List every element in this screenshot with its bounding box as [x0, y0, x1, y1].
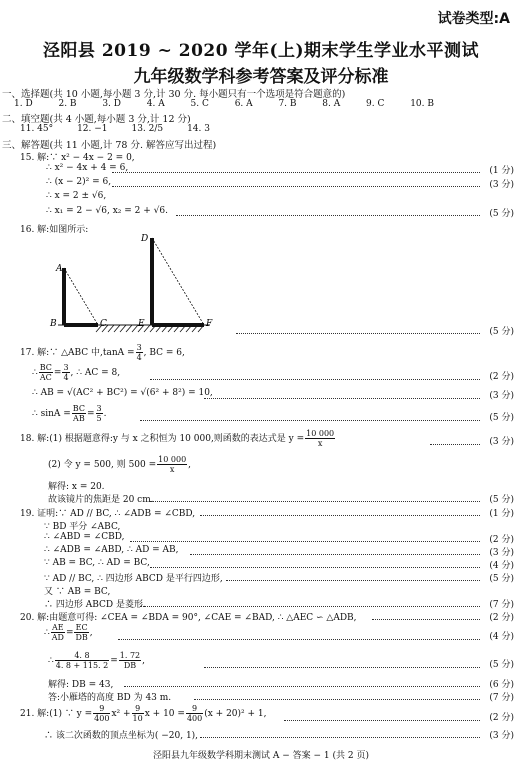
- choice-answer: 2. B: [58, 99, 77, 109]
- q18-line3: 解得: x = 20.: [48, 482, 105, 492]
- q19-line4: ∴ ∠ADB = ∠ABD, ∴ AD = AB,: [44, 545, 179, 555]
- q20-score-2: (2 分): [489, 613, 514, 623]
- choice-answer: 10. B: [410, 99, 434, 109]
- section-heading-solve: 三、解答题(共 11 小题,计 78 分. 解答应写出过程): [2, 140, 217, 151]
- q15-score-5: (5 分): [489, 209, 514, 219]
- dot-leader: [236, 333, 480, 334]
- fill-answer: 11. 45°: [20, 124, 54, 134]
- label-b: B: [50, 319, 57, 329]
- shadow-diagram: [40, 228, 230, 336]
- dot-leader: [118, 639, 480, 640]
- page-footer: 泾阳县九年级数学科期末测试 A − 答案 − 1 (共 2 页): [153, 751, 369, 761]
- q19-score-7: (7 分): [489, 600, 514, 610]
- q19-line7: 又 ∵ AB = BC,: [44, 587, 111, 597]
- q15-line2: ∴ x² − 4x + 4 = 6,: [46, 163, 129, 173]
- label-a: A: [56, 264, 63, 274]
- dot-leader: [190, 554, 480, 555]
- q21-score-2: (2 分): [489, 713, 514, 723]
- q17-score-5: (5 分): [489, 413, 514, 423]
- dot-leader: [150, 501, 480, 502]
- dot-leader: [140, 606, 480, 607]
- q19-line6: ∵ AD // BC, ∴ 四边形 ABCD 是平行四边形,: [44, 574, 223, 584]
- q16-score: (5 分): [489, 327, 514, 337]
- q15-line1: 15. 解:∵ x² − 4x − 2 = 0,: [20, 153, 135, 163]
- light-ray-df: [152, 238, 204, 325]
- q17-score-3: (3 分): [489, 391, 514, 401]
- fraction: $\frac{3}{4}$: [136, 343, 142, 362]
- dot-leader: [204, 398, 480, 399]
- label-c: C: [100, 319, 107, 329]
- light-ray-ac: [64, 268, 98, 325]
- q21-line2: ∴ 该二次函数的顶点坐标为( −20, 1),: [44, 731, 199, 741]
- choice-answer: 3. D: [102, 99, 121, 109]
- q19-line1: 19. 证明:∵ AD // BC, ∴ ∠ADB = ∠CBD,: [20, 509, 196, 519]
- q17-line2: ∴ $\frac{BC}{AC}$ = $\frac{3}{4}$ , ∴ AC = 8,: [32, 363, 121, 382]
- q18-score-5: (5 分): [489, 495, 514, 505]
- answer-key-title: 九年级数学科参考答案及评分标准: [133, 67, 389, 87]
- label-d: D: [141, 234, 149, 244]
- q15-line5: ∴ x₁ = 2 − √6, x₂ = 2 + √6.: [46, 206, 168, 216]
- q20-line4: 解得: DB = 43,: [48, 680, 114, 690]
- dot-leader: [284, 720, 480, 721]
- q18-score-3: (3 分): [489, 437, 514, 447]
- fill-answer: 12. −1: [77, 124, 108, 134]
- q15-line4: ∴ x = 2 ± √6,: [46, 191, 107, 201]
- q19-score-1: (1 分): [489, 509, 514, 519]
- q19-score-2: (2 分): [489, 535, 514, 545]
- fraction: $\frac{EC}{DB}$: [75, 623, 88, 642]
- q20-score-4: (4 分): [489, 632, 514, 642]
- fraction: $\frac{10 000}{x}$: [158, 455, 187, 474]
- q17-line3: ∴ AB = √(AC² + BC²) = √(6² + 8²) = 10,: [32, 388, 213, 398]
- q16-line1: 16. 解:如图所示:: [20, 225, 89, 235]
- dot-leader: [194, 699, 480, 700]
- dot-leader: [372, 619, 480, 620]
- fraction: $\frac{AE}{AD}$: [51, 623, 64, 642]
- exam-title: 泾阳县 2019 ~ 2020 学年(上)期末学生学业水平测试: [42, 41, 480, 61]
- q18-line2: (2) 令 y = 500, 则 500 = $\frac{10 000}{x}$ ,: [48, 455, 192, 474]
- q15-score-1: (1 分): [489, 166, 514, 176]
- choice-answer: 6. A: [234, 99, 253, 109]
- choice-answers-row: [14, 99, 434, 109]
- dot-leader: [124, 686, 480, 687]
- q19-score-5: (5 分): [489, 574, 514, 584]
- dot-leader: [204, 667, 480, 668]
- choice-answer: 1. D: [14, 99, 33, 109]
- q15-line3: ∴ (x − 2)² = 6,: [46, 177, 112, 187]
- dot-leader: [112, 186, 480, 187]
- dot-leader: [430, 444, 480, 445]
- q20-score-5: (5 分): [489, 660, 514, 670]
- fraction: $\frac{3}{4}$: [63, 363, 69, 382]
- fraction: $\frac{BC}{AC}$: [39, 363, 52, 382]
- fraction: $\frac{9}{10}$: [132, 704, 143, 723]
- choice-answer: 8. A: [322, 99, 341, 109]
- q18-line1: 18. 解:(1) 根据题意得:y 与 x 之积恒为 10 000,则函数的表达式是 y = $\frac{10 000}{x}$: [20, 429, 335, 448]
- q21-score-3: (3 分): [489, 731, 514, 741]
- q20-line5: 答:小雁塔的高度 BD 为 43 m.: [48, 693, 172, 703]
- section-heading-choice: 一、选择题(共 10 小题,每小题 3 分,计 30 分. 每小题只有一个选项是符合题意的): [2, 89, 346, 100]
- fraction: $\frac{10 000}{x}$: [306, 429, 335, 448]
- section-heading-fill: 二、填空题(共 4 小题,每小题 3 分,计 12 分): [2, 114, 191, 125]
- q19-line3: ∴ ∠ABD = ∠CBD,: [44, 532, 125, 542]
- choice-answer: 5. C: [190, 99, 209, 109]
- label-f: F: [206, 319, 213, 329]
- q18-line4: 故该镜片的焦距是 20 cm.: [48, 495, 154, 505]
- q19-score-4: (4 分): [489, 561, 514, 571]
- q19-line2: ∵ BD 平分 ∠ABC,: [44, 522, 121, 532]
- fraction: $\frac{9}{400}$: [94, 704, 110, 723]
- choice-answer: 9. C: [366, 99, 385, 109]
- choice-answer: 7. B: [278, 99, 297, 109]
- dot-leader: [150, 567, 480, 568]
- q19-line8: ∴ 四边形 ABCD 是菱形.: [44, 600, 146, 610]
- fraction: $\frac{9}{400}$: [186, 704, 203, 723]
- dot-leader: [200, 515, 480, 516]
- fraction: $\frac{1. 72}{DB}$: [119, 651, 141, 670]
- choice-answer: 4. A: [146, 99, 165, 109]
- fill-answer: 14. 3: [187, 124, 210, 134]
- dot-leader: [112, 172, 480, 173]
- fraction: $\frac{3}{5}$: [96, 404, 102, 423]
- q17-score-2: (2 分): [489, 372, 514, 382]
- paper-type-label: 试卷类型:A: [437, 11, 510, 27]
- dot-leader: [130, 541, 480, 542]
- fraction: $\frac{BC}{AB}$: [72, 404, 85, 423]
- dot-leader: [176, 215, 480, 216]
- q20-score-6: (6 分): [489, 680, 514, 690]
- q20-line3: ∴ $\frac{4. 8}{4. 8 + 115. 2}$ = $\frac{1. 72}{DB}$ ,: [48, 651, 146, 670]
- dot-leader: [226, 580, 480, 581]
- q17-line4: ∴ sinA = $\frac{BC}{AB}$ = $\frac{3}{5}$ .: [32, 404, 107, 423]
- dot-leader: [150, 379, 480, 380]
- fill-answer: 13. 2/5: [131, 124, 164, 134]
- q21-line1: 21. 解:(1) ∵ y = $\frac{9}{400}$ x² + $\frac{9}{10}$ x + 10 = $\frac{9}{400}$ (x + 20)² + 1,: [20, 704, 267, 723]
- q20-line2: ∴ $\frac{AE}{AD}$ = $\frac{EC}{DB}$ ,: [44, 623, 93, 642]
- q20-line1: 20. 解:由题意可得: ∠CEA = ∠BDA = 90°, ∠CAE = ∠BAD, ∴ △AEC ∽ △ADB,: [20, 613, 357, 623]
- fraction: $\frac{4. 8}{4. 8 + 115. 2}$: [55, 651, 109, 670]
- fill-answers-row: [20, 124, 210, 134]
- label-e: E: [138, 319, 145, 329]
- q17-line1: 17. 解:∵ △ABC 中,tanA = $\frac{3}{4}$ , BC = 6,: [20, 343, 185, 362]
- dot-leader: [140, 420, 480, 421]
- q15-score-3: (3 分): [489, 180, 514, 190]
- dot-leader: [200, 737, 480, 738]
- q19-score-3: (3 分): [489, 548, 514, 558]
- q20-score-7: (7 分): [489, 693, 514, 703]
- q19-line5: ∵ AB = BC, ∴ AD = BC,: [44, 558, 150, 568]
